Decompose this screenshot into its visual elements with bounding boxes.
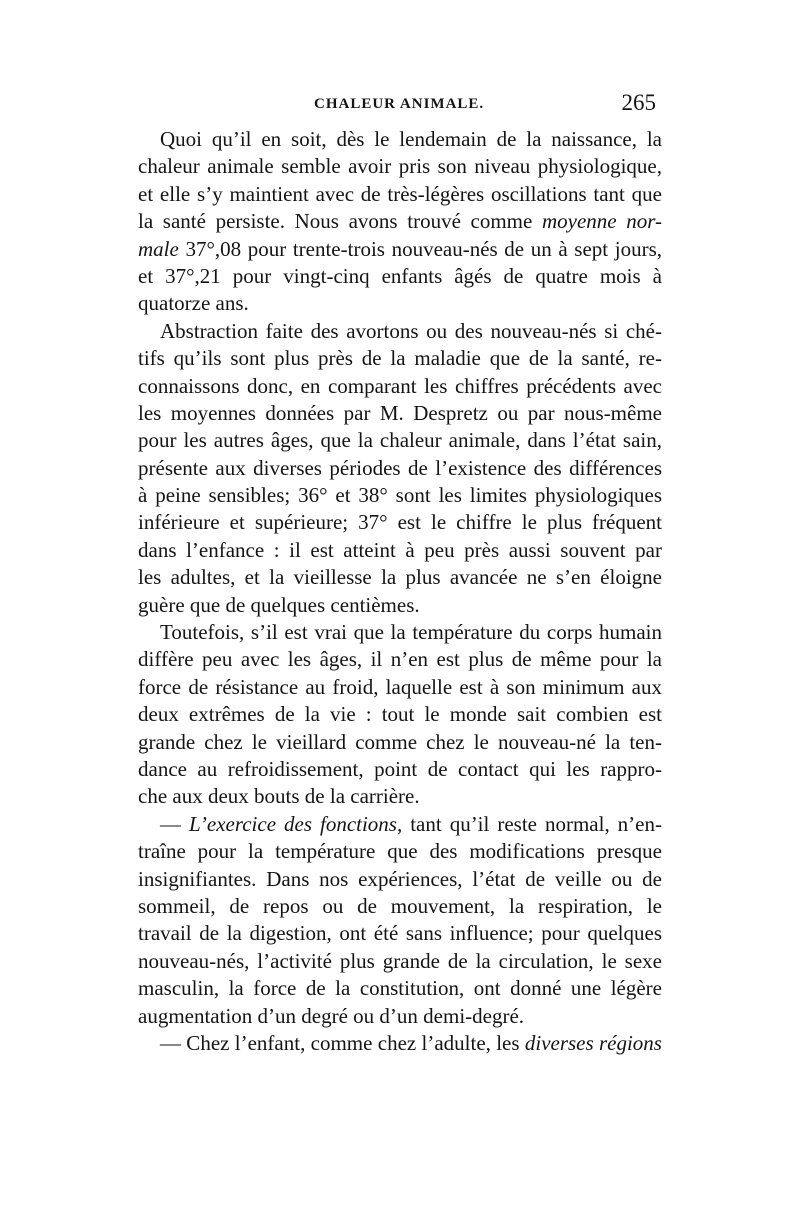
text-line [138,263,662,290]
text-run: — [160,811,189,836]
text-run: insignifiantes. Dans nos expériences, l’état de veille ou de [138,866,662,891]
text-line [138,290,662,317]
text-line [138,126,662,153]
text-run: la santé persiste. Nous avons trouvé comme [138,209,542,234]
text-run: 37°,08 pour trente-trois nouveau-nés de un à sept jours, [178,236,662,261]
text-run: inférieure et supérieure; 37° est le chiffre le plus fréquent [138,510,662,535]
text-run: pour les autres âges, que la chaleur animale, dans l’état sain, [138,428,662,453]
text-run: Quoi qu’il en soit, dès le lendemain de la naissance, la [160,127,662,151]
text-run: guère que de quelques centièmes. [138,592,420,617]
paragraph [138,318,662,619]
text-line [138,427,662,454]
italic-text: diverses régions [524,1030,662,1055]
text-run: et elle s’y maintient avec de très-légères oscillations tant que [138,181,662,206]
text-run: à peine sensibles; 36° et 38° sont les limites physiologiques [138,483,662,508]
page-number: 265 [621,90,656,115]
text-line [138,1030,662,1057]
text-run: et 37°,21 pour vingt-cinq enfants âgés de quatre mois à [138,263,662,288]
paragraph [138,811,662,1030]
text-run: diffère peu avec les âges, il n’en est plus de même pour la [138,647,662,672]
text-line [138,482,662,509]
text-line [138,866,662,893]
text-run: dance au refroidissement, point de contact qui les rappro- [138,756,662,781]
text-run: quatorze ans. [138,291,249,316]
text-line [138,920,662,947]
text-run: connaissons donc, en comparant les chiffres précédents avec [138,373,662,398]
text-run: deux extrêmes de la vie : tout le monde sait combien est [138,702,662,727]
text-run: présente aux diverses périodes de l’existence des différences [138,455,662,480]
text-line [138,181,662,208]
text-line [138,948,662,975]
text-run: tifs qu’ils sont plus près de la maladie que de la santé, re- [138,346,662,371]
text-line [138,455,662,482]
text-run: dans l’enfance : il est atteint à peu près aussi souvent par [138,537,662,562]
text-line [138,811,662,838]
text-line [138,373,662,400]
text-line [138,1003,662,1030]
italic-text: L’exercice des fonctions, [188,811,403,836]
text-run: les moyennes données par M. Despretz ou par nous-même [138,400,662,425]
text-run: force de résistance au froid, laquelle est à son minimum aux [138,674,662,699]
text-line [138,674,662,701]
text-line [138,400,662,427]
text-run: che aux deux bouts de la carrière. [138,784,420,809]
text-run: Toutefois, s’il est vrai que la température du corps humain [160,620,662,645]
text-run: augmentation d’un degré ou d’un demi-degré. [138,1003,525,1028]
text-line [138,509,662,536]
text-line [138,729,662,756]
text-line [138,236,662,263]
text-line [138,564,662,591]
text-run: Abstraction faite des avortons ou des nouveau-nés si ché- [160,318,662,343]
text-run: grande chez le vieillard comme chez le nouveau-né la ten- [138,729,662,754]
running-head [138,90,656,122]
text-line [138,646,662,673]
text-run: nouveau-nés, l’activité plus grande de la circulation, le sexe [138,948,662,973]
text-run: traîne pour la température que des modifications presque [138,839,662,864]
text-line [138,318,662,345]
text-run: chaleur animale semble avoir pris son niveau physiologique, [138,154,662,179]
running-title: CHALEUR ANIMALE. [314,96,485,112]
text-run: travail de la digestion, ont été sans influence; pour quelques [138,921,662,946]
text-run: masculin, la force de la constitution, ont donné une légère [138,976,662,1001]
text-line [138,208,662,235]
italic-text: moyenne nor- [541,209,662,234]
paragraph [138,619,662,811]
text-line [138,975,662,1002]
italic-text: male [138,236,179,261]
body-text [138,126,662,1057]
text-line [138,153,662,180]
text-line [138,893,662,920]
text-run: — Chez l’enfant, comme chez l’adulte, les [160,1030,525,1055]
text-line [138,345,662,372]
paragraph [138,126,662,318]
text-line [138,537,662,564]
text-line [138,838,662,865]
text-line [138,619,662,646]
text-line [138,783,662,810]
text-line [138,592,662,619]
paragraph [138,1030,662,1057]
text-line [138,756,662,783]
text-line [138,701,662,728]
text-run: tant qu’il reste normal, n’en- [402,811,662,836]
text-run: les adultes, et la vieillesse la plus avancée ne s’en éloigne [138,565,662,590]
text-run: sommeil, de repos ou de mouvement, la respiration, le [138,893,662,918]
